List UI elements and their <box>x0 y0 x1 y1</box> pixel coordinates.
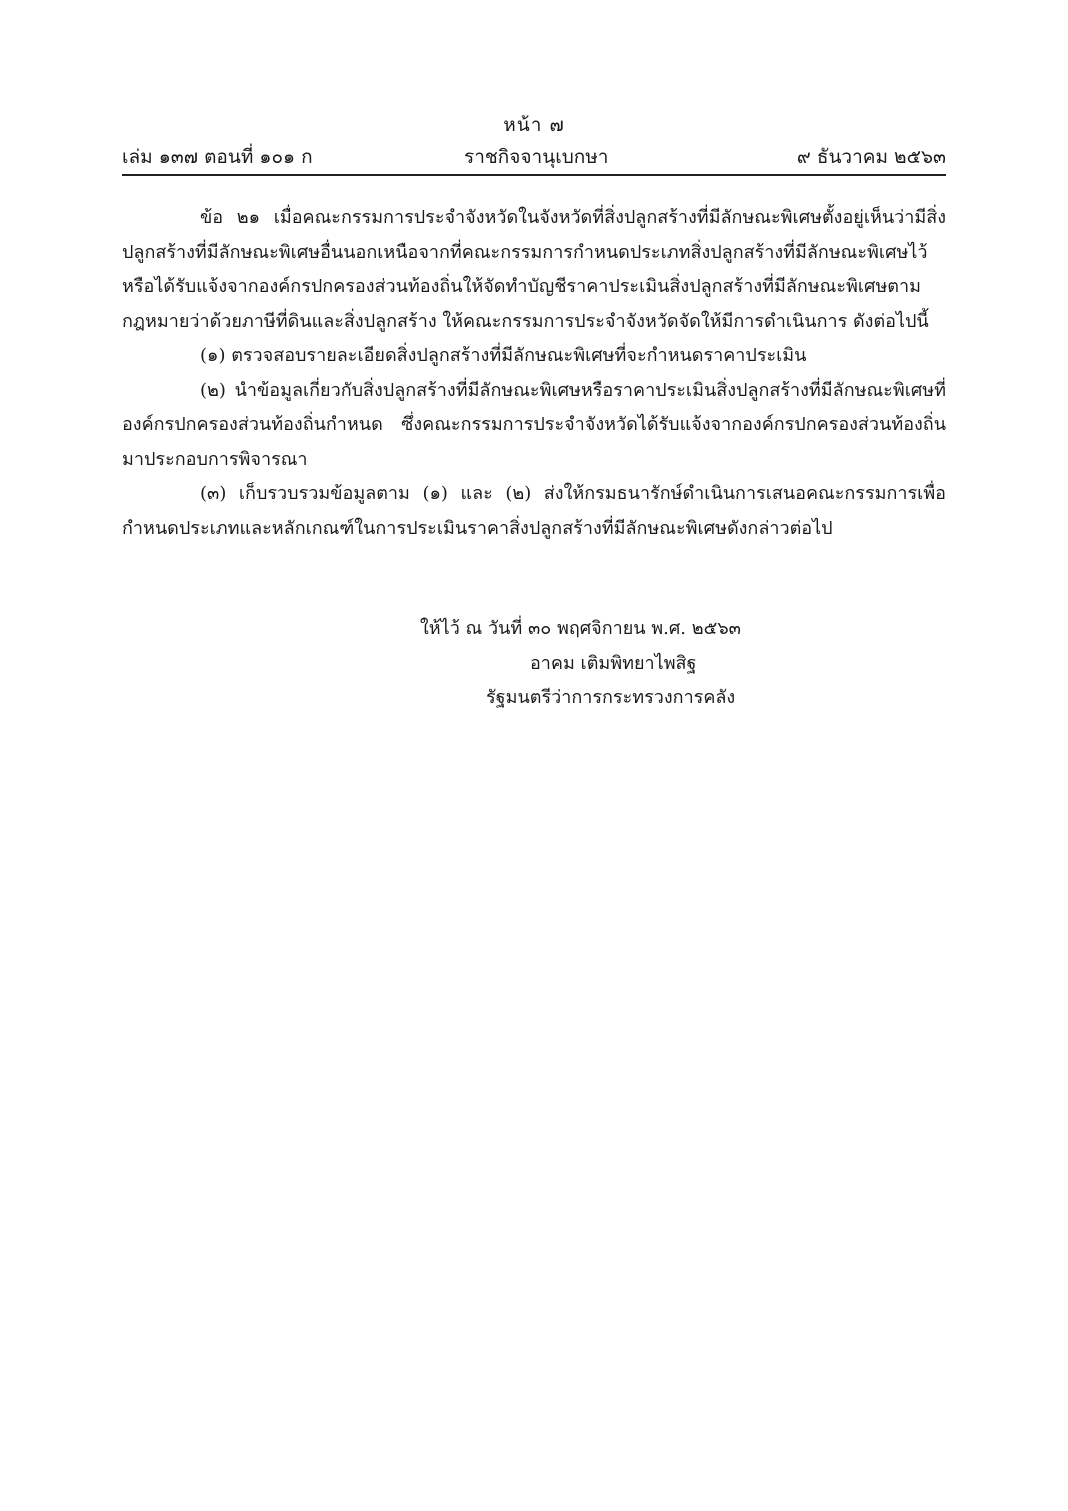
clause-21-paragraph: ข้อ ๒๑ เมื่อคณะกรรมการประจำจังหวัดในจังหวัดที่สิ่งปลูกสร้างที่มีลักษณะพิเศษตั้งอยู่เห็นว่ามีสิ่งปลูกสร้างที่มีลักษณะพิเศษอื่นนอกเหนือจากที่คณะกรรมการกำหนดประเภทสิ่งปลูกสร้างที่มีลักษณะพิเศษไว้ หรือได้รับแจ้งจากองค์กรปกครองส่วนท้องถิ่นให้จัดทำบัญชีราคาประเมินสิ่งปลูกสร้างที่มีลักษณะพิเศษตามกฎหมายว่าด้วยภาษีที่ดินและสิ่งปลูกสร้าง ให้คณะกรรมการประจำจังหวัดจัดให้มีการดำเนินการ ดังต่อไปนี้ <box>122 207 946 332</box>
document-body <box>122 201 946 546</box>
item-2-paragraph: (๒) นำข้อมูลเกี่ยวกับสิ่งปลูกสร้างที่มีลักษณะพิเศษหรือราคาประเมินสิ่งปลูกสร้างที่มีลักษณะพิเศษที่องค์กรปกครองส่วนท้องถิ่นกำหนด ซึ่งคณะกรรมการประจำจังหวัดได้รับแจ้งจากองค์กรปกครองส่วนท้องถิ่นมาประกอบการพิจารณา <box>122 379 946 470</box>
page-number: หน้า ๗ <box>503 114 565 136</box>
header-divider <box>122 174 946 176</box>
gazette-header <box>122 142 946 172</box>
signatory-position: รัฐมนตรีว่าการกระทรวงการคลัง <box>486 687 736 708</box>
signatory-name: อาคม เติมพิทยาไพสิฐ <box>530 652 697 674</box>
given-date: ให้ไว้ ณ วันที่ ๓๐ พฤศจิกายน พ.ศ. ๒๕๖๓ <box>420 618 741 639</box>
item-3-paragraph: (๓) เก็บรวบรวมข้อมูลตาม (๑) และ (๒) ส่งให้กรมธนารักษ์ดำเนินการเสนอคณะกรรมการเพื่อกำหนดประเภทและหลักเกณฑ์ในการประเมินราคาสิ่งปลูกสร้างที่มีลักษณะพิเศษดังกล่าวต่อไป <box>122 483 946 539</box>
item-1-paragraph: (๑) ตรวจสอบรายละเอียดสิ่งปลูกสร้างที่มีลักษณะพิเศษที่จะกำหนดราคาประเมิน <box>200 345 807 366</box>
signature-block <box>420 612 840 716</box>
volume-issue: เล่ม ๑๓๗ ตอนที่ ๑๐๑ ก <box>122 146 313 168</box>
publication-date: ๙ ธันวาคม ๒๕๖๓ <box>796 146 946 168</box>
publication-name: ราชกิจจานุเบกษา <box>464 146 609 168</box>
